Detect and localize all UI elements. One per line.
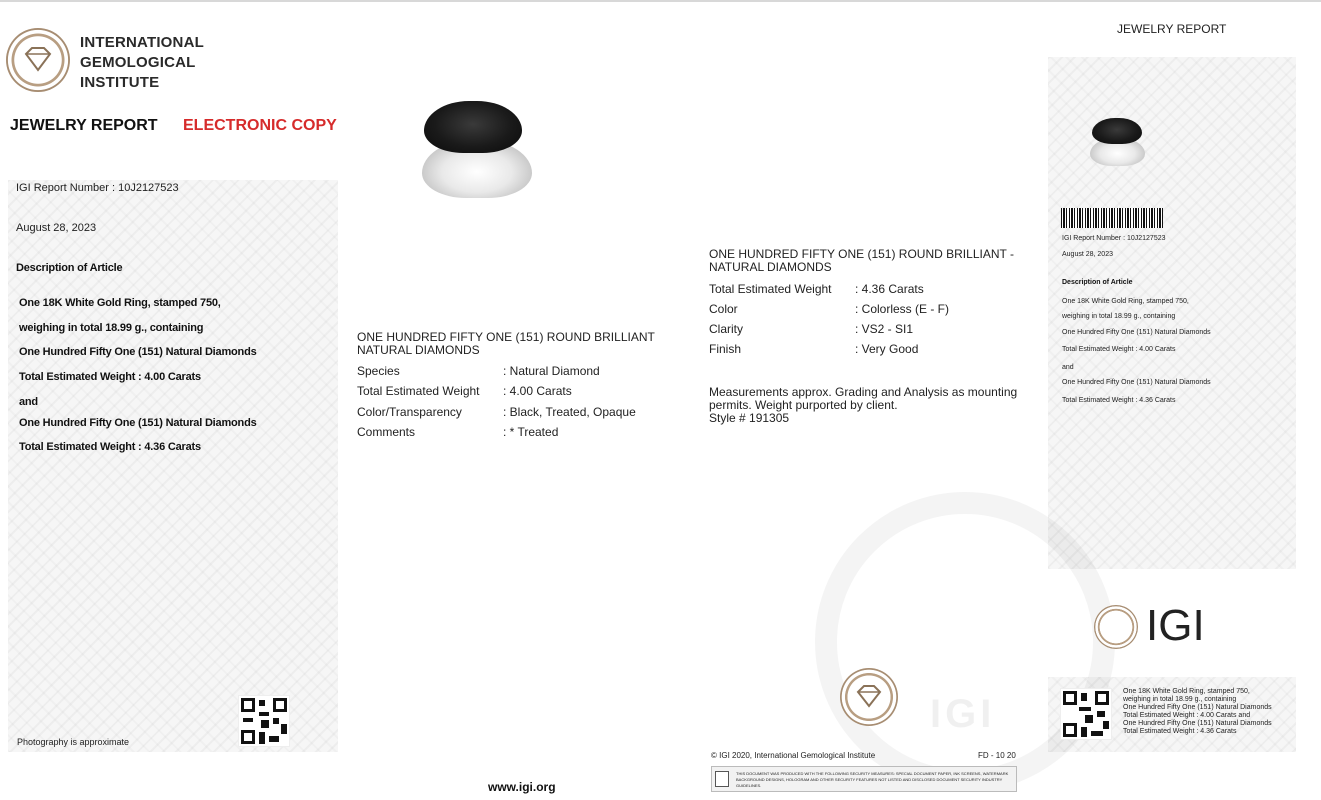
institute-name-line-1: INTERNATIONAL (80, 34, 204, 51)
black-diamond-label: Comments (357, 425, 416, 439)
website[interactable]: www.igi.org (488, 780, 556, 794)
measurements-note: Measurements approx. Grading and Analysis as mounting permits. Weight purported by client. Style # 191305 (709, 385, 1018, 425)
white-diamond-label: Total Estimated Weight (709, 282, 832, 296)
document-icon (715, 771, 729, 787)
white-diamond-label: Color (709, 302, 738, 316)
security-note: THIS DOCUMENT WAS PRODUCED WITH THE FOLLOWING SECURITY MEASURES: SPECIAL DOCUMENT PAPER, INK SCREENS, WATERMARK BACKGROUND DESIGNS, HOLOGRAM AND OTHER SECURITY FEATURES NOT LISTED AND DISCLOSED DOCUMENT SECURITY INDUSTRY GUIDELINES. (736, 771, 1009, 788)
black-diamond-label: Species (357, 364, 400, 378)
black-diamond-label: Total Estimated Weight (357, 384, 480, 398)
black-diamond-label: Color/Transparency (357, 405, 462, 419)
white-diamonds-title: ONE HUNDRED FIFTY ONE (151) ROUND BRILLIANT - NATURAL DIAMONDS (709, 247, 1014, 274)
black-diamond-value: : * Treated (503, 425, 559, 439)
black-diamond-value: : Black, Treated, Opaque (503, 405, 636, 419)
black-diamond-value: : Natural Diamond (503, 364, 600, 378)
institute-name-line-2: GEMOLOGICAL (80, 54, 196, 71)
description-line: Total Estimated Weight : 4.00 Carats (19, 371, 201, 383)
white-diamond-value: : VS2 - SI1 (855, 322, 914, 336)
right-report-date: August 28, 2023 (1062, 251, 1113, 258)
igi-seal-logo (6, 28, 70, 92)
diamond-icon (840, 668, 898, 726)
right-description-line: Total Estimated Weight : 4.00 Carats (1062, 346, 1176, 353)
top-right-title: JEWELRY REPORT (1117, 22, 1227, 36)
right-qr-code[interactable] (1060, 688, 1112, 740)
electronic-copy-label: ELECTRONIC COPY (183, 117, 337, 134)
right-description-line: One Hundred Fifty One (151) Natural Diamonds (1062, 379, 1211, 386)
white-diamond-label: Clarity (709, 322, 744, 336)
description-line: weighing in total 18.99 g., containing (19, 322, 204, 334)
copyright: © IGI 2020, International Gemological Institute (711, 751, 876, 760)
description-line: and (19, 396, 38, 408)
report-number: IGI Report Number : 10J2127523 (16, 182, 179, 194)
watermark-seal (815, 492, 1115, 792)
qr-code[interactable] (238, 695, 290, 747)
description-line: One Hundred Fifty One (151) Natural Diamonds (19, 346, 257, 358)
description-line: One Hundred Fifty One (151) Natural Diamonds (19, 417, 257, 429)
description-line: Total Estimated Weight : 4.36 Carats (19, 441, 201, 453)
description-heading: Description of Article (16, 262, 123, 274)
white-diamond-label: Finish (709, 342, 742, 356)
igi-logo-seal (1094, 605, 1138, 649)
white-diamond-value: : Very Good (855, 342, 919, 356)
institute-name-line-3: INSTITUTE (80, 74, 160, 91)
bottom-seal-logo (840, 668, 898, 726)
ring-thumbnail-black-band (1092, 118, 1142, 144)
right-description-heading: Description of Article (1062, 279, 1133, 286)
ring-photo-black-band (424, 101, 522, 153)
black-diamond-value: : 4.00 Carats (503, 384, 572, 398)
right-description-line: One 18K White Gold Ring, stamped 750, (1062, 298, 1189, 305)
black-diamonds-title: ONE HUNDRED FIFTY ONE (151) ROUND BRILLIANT NATURAL DIAMONDS (357, 330, 655, 357)
right-summary: One 18K White Gold Ring, stamped 750, weighing in total 18.99 g., containing One Hundred Fifty One (151) Natural Diamonds Total Estimated Weight : 4.00 Carats and One Hundred Fifty One (151) Natural Diamonds Total Estimated Weight : 4.36 Carats (1123, 688, 1272, 735)
right-description-line: Total Estimated Weight : 4.36 Carats (1062, 397, 1176, 404)
security-strip (711, 766, 1017, 792)
description-line: One 18K White Gold Ring, stamped 750, (19, 297, 221, 309)
report-title: JEWELRY REPORT (10, 117, 158, 134)
diamond-icon (6, 28, 70, 92)
institute-name (80, 33, 204, 93)
right-description-line: One Hundred Fifty One (151) Natural Diamonds (1062, 329, 1211, 336)
right-description-line: and (1062, 364, 1074, 371)
barcode (1061, 208, 1163, 228)
watermark-igi: IGI (930, 692, 996, 736)
igi-logo-text: IGI (1146, 601, 1205, 650)
right-report-number: IGI Report Number : 10J2127523 (1062, 235, 1166, 242)
white-diamond-value: : Colorless (E - F) (855, 302, 950, 316)
right-description-line: weighing in total 18.99 g., containing (1062, 313, 1176, 320)
photography-note: Photography is approximate (17, 737, 130, 747)
white-diamond-value: : 4.36 Carats (855, 282, 924, 296)
report-date: August 28, 2023 (16, 222, 97, 234)
form-code: FD - 10 20 (978, 751, 1016, 760)
